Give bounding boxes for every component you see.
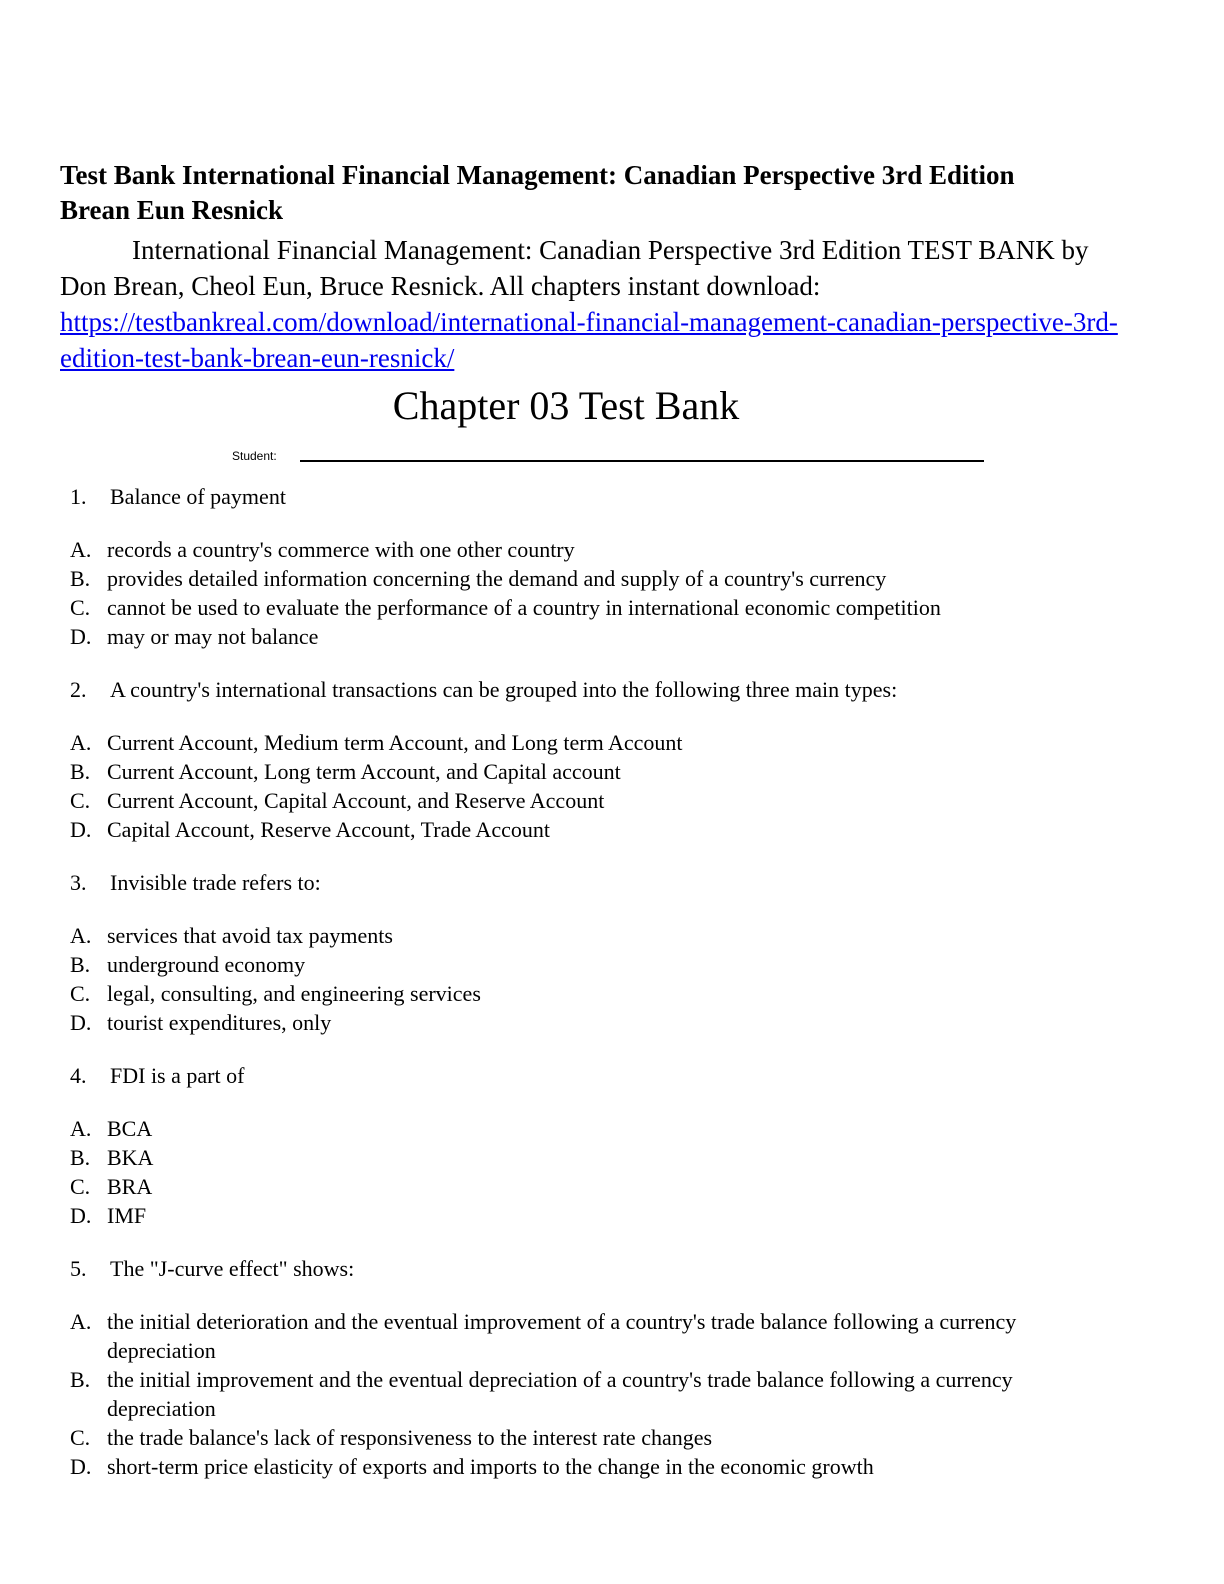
option-text: the initial improvement and the eventual depreciation of a country's trade balance following a currency depreciation [107,1367,1013,1421]
question-text: The "J-curve effect" shows: [110,1256,355,1281]
option-letter: C. [70,788,91,813]
option-list [0,1307,1224,1481]
question-number: 5. [70,1256,87,1281]
download-link[interactable]: https://testbankreal.com/download/international-financial-management-canadian-perspective-3rd-edition-test-bank-brean-eun-resnick/ [60,307,1118,373]
question-text: FDI is a part of [110,1063,245,1088]
option-d [0,1201,1067,1230]
option-text: Capital Account, Reserve Account, Trade Account [107,817,550,842]
question-text: Invisible trade refers to: [110,870,321,895]
option-letter: A. [70,1309,92,1334]
option-a [0,921,1067,950]
student-name-line [300,460,984,462]
option-letter: C. [70,1425,91,1450]
option-letter: D. [70,1203,92,1228]
intro-text: International Financial Management: Canadian Perspective 3rd Edition TEST BANK by Don Brean, Cheol Eun, Bruce Resnick. All chapters instant download: [60,235,1089,301]
option-letter: C. [70,1174,91,1199]
option-text: may or may not balance [107,624,319,649]
option-c [0,786,1067,815]
option-letter: A. [70,730,92,755]
option-text: IMF [107,1203,147,1228]
option-a [0,728,1067,757]
option-text: BCA [107,1116,153,1141]
option-c [0,593,1067,622]
option-list [0,1114,1224,1230]
option-text: cannot be used to evaluate the performance of a country in international economic competition [107,595,941,620]
option-text: the initial deterioration and the eventual improvement of a country's trade balance following a currency depreciation [107,1309,1017,1363]
intro-paragraph [60,232,1120,376]
option-letter: A. [70,1116,92,1141]
option-letter: D. [70,1454,92,1479]
option-text: Current Account, Long term Account, and Capital account [107,759,621,784]
option-a [0,1114,1067,1143]
question-stem [0,868,1224,897]
question-number: 1. [70,484,87,509]
option-letter: A. [70,537,92,562]
question-stem [0,1061,1224,1090]
option-list [0,921,1224,1037]
option-d [0,1452,1067,1481]
question-text: A country's international transactions can be grouped into the following three main types: [110,677,898,702]
question-4 [0,1061,1224,1230]
option-letter: B. [70,759,91,784]
question-number: 3. [70,870,87,895]
chapter-title: Chapter 03 Test Bank [392,383,740,428]
option-letter: D. [70,817,92,842]
option-letter: C. [70,595,91,620]
option-letter: B. [70,566,91,591]
option-letter: D. [70,1010,92,1035]
option-a [0,535,1067,564]
option-list [0,535,1224,651]
document-title: Test Bank International Financial Management: Canadian Perspective 3rd Edition Brean Eun Resnick [60,160,1015,225]
question-text: Balance of payment [110,484,286,509]
option-d [0,622,1067,651]
option-b [0,1365,1067,1423]
question-5 [0,1254,1224,1481]
option-text: BKA [107,1145,154,1170]
option-letter: B. [70,1145,91,1170]
question-stem [0,482,1224,511]
question-3 [0,868,1224,1037]
student-label: Student: [232,449,277,463]
option-text: Current Account, Medium term Account, and Long term Account [107,730,683,755]
option-d [0,815,1067,844]
option-letter: A. [70,923,92,948]
option-d [0,1008,1067,1037]
question-number: 4. [70,1063,87,1088]
option-c [0,1423,1067,1452]
option-list [0,728,1224,844]
option-b [0,757,1067,786]
option-text: tourist expenditures, only [107,1010,332,1035]
question-stem [0,1254,1224,1283]
option-text: services that avoid tax payments [107,923,393,948]
option-c [0,1172,1067,1201]
question-1 [0,482,1224,651]
option-letter: B. [70,952,91,977]
option-b [0,950,1067,979]
option-b [0,564,1067,593]
option-text: underground economy [107,952,306,977]
option-text: provides detailed information concerning the demand and supply of a country's currency [107,566,887,591]
option-text: the trade balance's lack of responsiveness to the interest rate changes [107,1425,713,1450]
option-text: short-term price elasticity of exports and imports to the change in the economic growth [107,1454,874,1479]
option-b [0,1143,1067,1172]
option-letter: D. [70,624,92,649]
option-text: BRA [107,1174,153,1199]
option-text: records a country's commerce with one other country [107,537,575,562]
option-text: Current Account, Capital Account, and Reserve Account [107,788,605,813]
option-a [0,1307,1067,1365]
option-letter: B. [70,1367,91,1392]
option-c [0,979,1067,1008]
question-stem [0,675,1224,704]
option-letter: C. [70,981,91,1006]
question-2 [0,675,1224,844]
option-text: legal, consulting, and engineering services [107,981,481,1006]
question-number: 2. [70,677,87,702]
